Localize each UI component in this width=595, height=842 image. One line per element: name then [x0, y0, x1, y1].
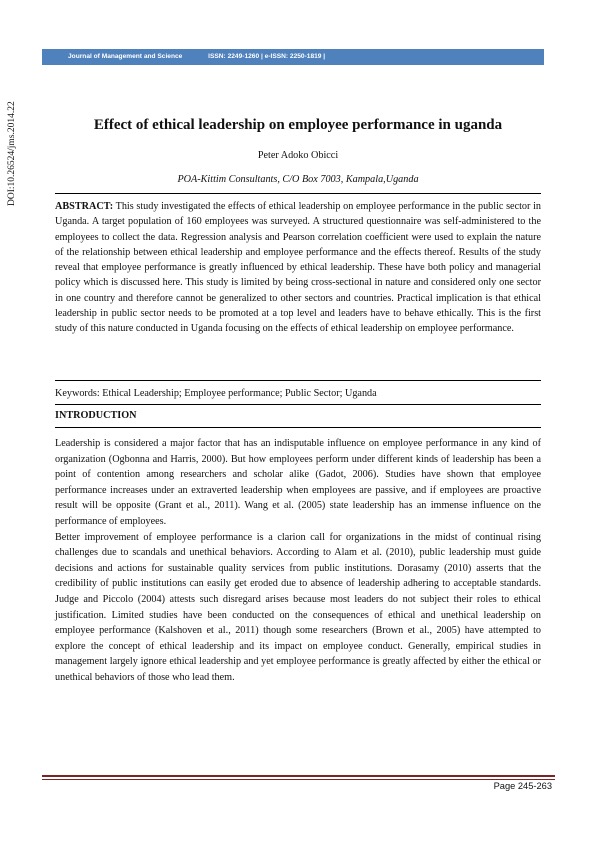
- abstract: [55, 199, 541, 337]
- journal-issn: ISSN: 2249-1260 | e-ISSN: 2250-1819 |: [208, 53, 326, 60]
- intro-paragraph: Better improvement of employee performance is a clarion call for organizations in the midst of continual rising challenges due to scandals and unethical behaviors. According to Alam et al. (2010), public leadership must guide decisions and actions for sustainable quality services from public institutions. Dorasamy (2010) asserts that the credibility of public institutions can easily get eroded due to absence of leadership adhering to acceptable standards. Judge and Piccolo (2004) attests such disregard arises because most leaders do not subject their roles to ethical justification. Limited studies have been conducted on the consequences of ethical and unethical leadership on employee performance (Kalshoven et al., 2011) though some researchers (Brown et al., 2005) have attempted to explore the concept of ethical leadership and its impact on employee conduct. Generally, empirical studies in management largely ignore ethical leadership and yet employee performance is greatly affected by either the ethical or unethical behaviors of those who lead them.: [55, 531, 541, 683]
- keywords-rule: [55, 404, 541, 405]
- section-heading-introduction: INTRODUCTION: [55, 410, 137, 421]
- abstract-label: ABSTRACT:: [55, 201, 114, 212]
- heading-rule: [55, 427, 541, 428]
- footer-rule-thin: [42, 779, 555, 780]
- keywords: Keywords: Ethical Leadership; Employee performance; Public Sector; Uganda: [55, 388, 377, 399]
- journal-name: Journal of Management and Science: [68, 53, 183, 60]
- abstract-top-rule: [55, 193, 541, 194]
- author-name: Peter Adoko Obicci: [257, 150, 339, 161]
- abstract-text: This study investigated the effects of ethical leadership on employee performance in the public sector in Uganda. A target population of 160 employees was surveyed. A structured questionnaire was self-administered to the employees to collect the data. Regression analysis and Pearson correlation coefficient were used to explain the nature of the relationship between ethical leadership and employee performance and the effects thereof. Results of the study reveal that employee performance is greatly influenced by ethical leadership. These have both policy and managerial policy which is discussed here. This study is limited by being cross-sectional in nature and considered only one sector in one country and therefore cannot be generalized to other sectors and countries. Practical implication is that ethical leadership in public sector needs to be promoted at a top level and leaders have to behave ethically. This is the first study of this nature conducted in Uganda focusing on the effects of ethical leadership on employee performance.: [55, 201, 541, 335]
- page-number: Page 245-263: [493, 781, 552, 791]
- abstract-bottom-rule: [55, 380, 541, 381]
- article-title: Effect of ethical leadership on employee performance in uganda: [93, 117, 503, 133]
- journal-header-bar: [42, 49, 544, 65]
- intro-paragraph: Leadership is considered a major factor that has an indisputable influence on employee performance in any kind of organization (Ogbonna and Harris, 2000). But how employees perform under different kinds of leadership has been a point of contention among researchers and scholar alike (Gadot, 2006). Studies have shown that employee performance increases under an extraverted leadership when employees are passive, and if employees are proactive result will be opposite (Grant et al., 2011). Wang et al. (2005) state leadership has an immense influence on the performance of employees.: [55, 438, 541, 527]
- author-affiliation: POA-Kittim Consultants, C/O Box 7003, Kampala,Uganda: [177, 174, 419, 185]
- doi-label: DOI:10.26524/jms.2014.22: [7, 101, 17, 207]
- introduction-body: [55, 436, 541, 686]
- footer-rule: [42, 775, 555, 777]
